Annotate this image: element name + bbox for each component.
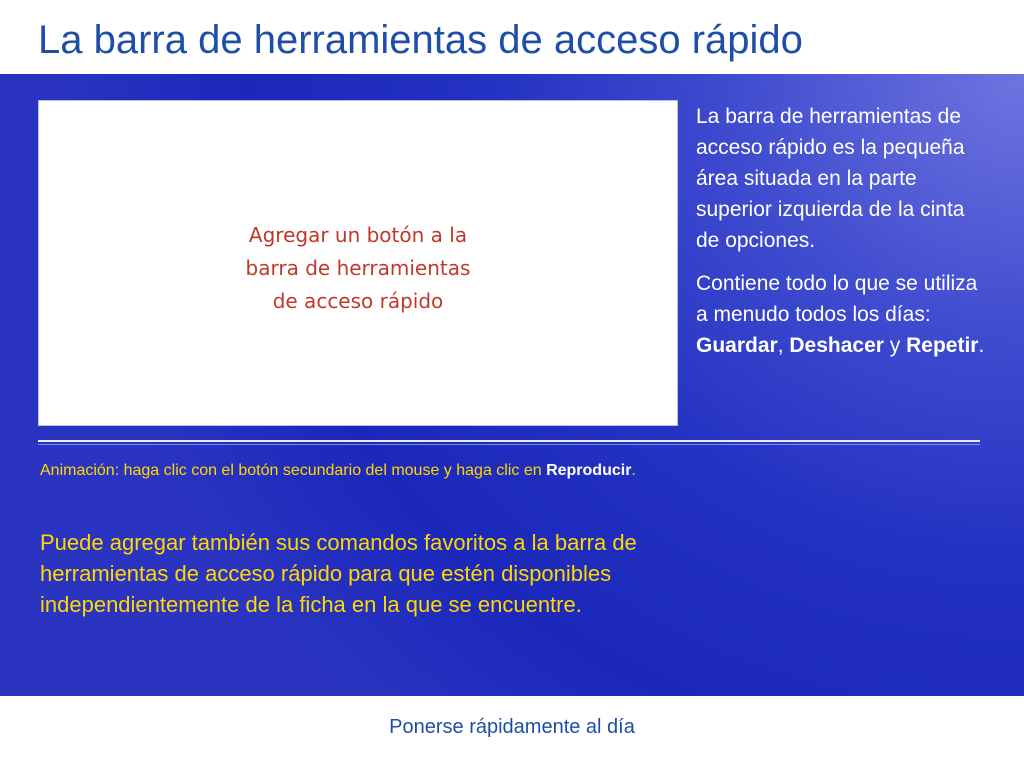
redo-command-label: Repetir: [906, 334, 979, 357]
divider-line: [38, 440, 980, 442]
description-text-run: ,: [777, 334, 790, 357]
description-paragraph-2: [696, 268, 986, 361]
description-text-run: Contiene todo lo que se utiliza a menudo todos los días:: [696, 272, 978, 326]
video-player[interactable]: [38, 100, 678, 426]
description-text-run: .: [978, 334, 985, 357]
animation-note-end: .: [631, 462, 636, 479]
description-text: [696, 101, 986, 373]
divider-line: [38, 444, 980, 445]
save-command-label: Guardar: [696, 334, 778, 357]
description-paragraph-1: La barra de herramientas de acceso rápido es la pequeña área situada en la parte superior izquierda de la cinta de opciones.: [696, 105, 965, 252]
main-body-text: Puede agregar también sus comandos favoritos a la barra de herramientas de acceso rápido para que estén disponibles independientemente de la ficha en la que se encuentre.: [40, 530, 637, 617]
slide-title: La barra de herramientas de acceso rápido: [38, 18, 803, 62]
animation-note: [40, 458, 690, 483]
undo-command-label: Deshacer: [789, 334, 884, 357]
animation-note-text: Animación: haga clic con el botón secundario del mouse y haga clic en: [40, 462, 547, 479]
play-command-label: Reproducir: [546, 462, 632, 479]
video-caption-line: Agregar un botón a la: [248, 223, 468, 247]
video-caption: [39, 219, 677, 318]
description-text-run: y: [883, 334, 907, 357]
footer-text: Ponerse rápidamente al día: [389, 716, 635, 738]
video-caption-line: barra de herramientas: [245, 256, 471, 280]
video-caption-line: de acceso rápido: [272, 289, 444, 313]
